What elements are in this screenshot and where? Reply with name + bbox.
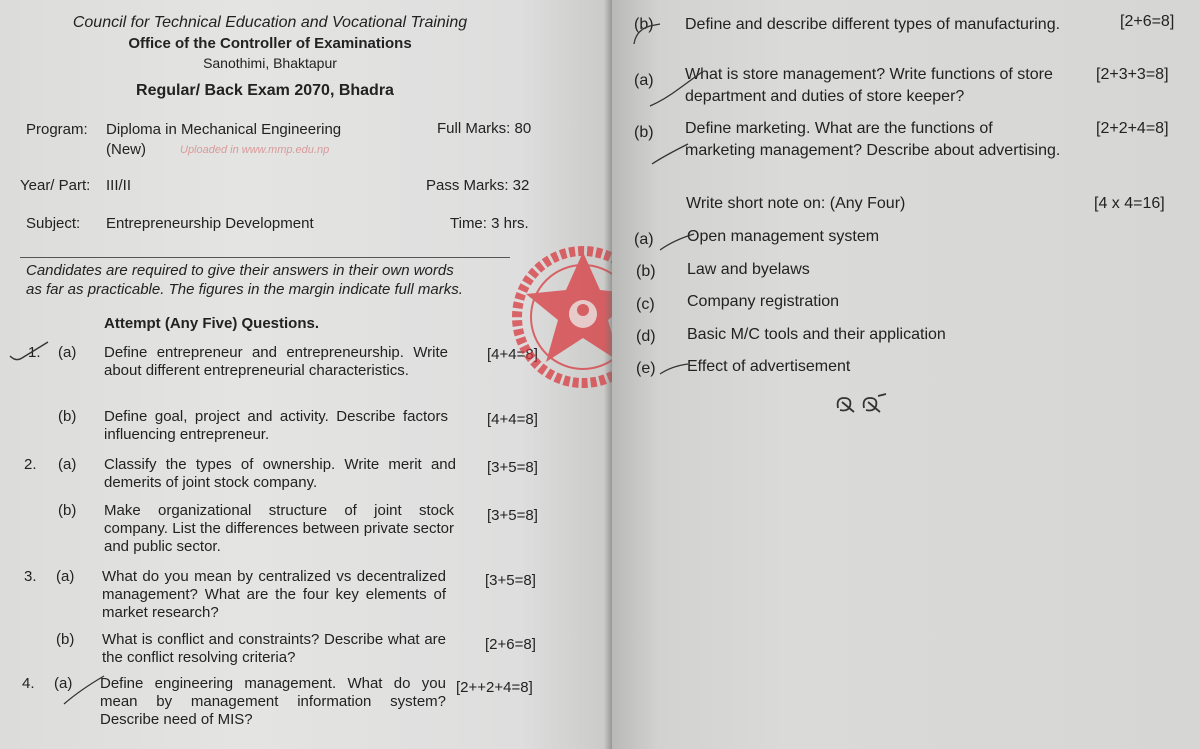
question-marks: [3+5=8] xyxy=(487,459,538,476)
question-number: 4. xyxy=(22,675,35,692)
short-note-heading-prefix: Write short note on: xyxy=(686,195,830,212)
short-note-item: Open management system xyxy=(687,228,880,245)
instructions-line-2: as far as practicable. The figures in the margin indicate full marks. xyxy=(26,281,463,298)
pen-tick-icon xyxy=(656,226,700,254)
question-text: Define entrepreneur and entrepreneurship. Write about different entrepreneurial characteristics. xyxy=(104,344,448,379)
question-text: What is store management? Write functions of store department and duties of store keeper? xyxy=(685,66,1053,105)
question-part: (b) xyxy=(58,502,77,519)
question-text: What is conflict and constraints? Describe what are the conflict resolving criteria? xyxy=(102,631,446,666)
question-text: Define engineering management. What do you mean by management information system? Describe need of MIS? xyxy=(100,675,446,728)
program-value: Diploma in Mechanical Engineering xyxy=(106,121,342,138)
pass-marks: Pass Marks: 32 xyxy=(426,177,530,194)
question-part: (a) xyxy=(54,675,73,692)
short-note-heading xyxy=(686,193,905,215)
short-note-item: Company registration xyxy=(687,293,840,310)
question-marks: [2+2+4=8] xyxy=(1096,120,1169,137)
question-part: (b) xyxy=(634,16,654,33)
question-number: 2. xyxy=(24,456,37,473)
short-note-item: Law and byelaws xyxy=(687,261,810,278)
pen-tick-icon xyxy=(628,14,668,48)
short-note-marks: [4 x 4=16] xyxy=(1094,195,1165,212)
short-note-part: (b) xyxy=(636,263,656,280)
short-note-item: Basic M/C tools and their application xyxy=(687,326,946,343)
short-note-part: (e) xyxy=(636,360,656,377)
question-part: (b) xyxy=(634,124,654,141)
question-text: Define goal, project and activity. Describe factors influencing entrepreneur. xyxy=(104,408,448,443)
address: Sanothimi, Bhaktapur xyxy=(203,55,337,71)
question-part: (a) xyxy=(58,344,77,361)
question-text: Classify the types of ownership. Write merit and demerits of joint stock company. xyxy=(104,456,456,491)
office-title: Office of the Controller of Examinations xyxy=(128,35,412,52)
pen-tick-icon xyxy=(60,672,110,708)
subject-label: Subject: xyxy=(26,215,81,232)
right-page xyxy=(612,0,1200,749)
header-divider xyxy=(20,257,510,258)
question-text: What do you mean by centralized vs decentralized management? What are the four key elements of market research? xyxy=(102,568,446,621)
question-part: (a) xyxy=(56,568,75,585)
question-number: 3. xyxy=(24,568,37,585)
program-label: Program: xyxy=(26,121,88,138)
question-marks: [3+5=8] xyxy=(487,507,538,524)
pen-tick-icon xyxy=(648,138,708,168)
short-note-item: Effect of advertisement xyxy=(687,358,851,375)
attempt-heading: Attempt (Any Five) Questions. xyxy=(104,315,320,332)
year-label: Year/ Part: xyxy=(20,177,91,194)
pen-tick-icon xyxy=(656,356,692,378)
question-text: Define marketing. What are the functions of marketing management? Describe about advertising. xyxy=(685,120,1061,159)
pen-tick-icon xyxy=(8,338,68,368)
question-text: Define and describe different types of manufacturing. xyxy=(685,16,1061,33)
question-marks: [2+3+3=8] xyxy=(1096,66,1169,83)
pen-tick-icon xyxy=(646,66,716,110)
question-marks: [2++2+4=8] xyxy=(456,679,533,696)
question-marks: [4+4=8] xyxy=(487,411,538,428)
question-text: Make organizational structure of joint stock company. List the differences between private sector and public sector. xyxy=(104,502,454,555)
question-part: (b) xyxy=(58,408,77,425)
question-number: 1. xyxy=(28,344,41,361)
short-note-heading-choice: (Any Four) xyxy=(829,195,906,212)
short-note-part: (a) xyxy=(634,231,654,248)
exam-title: Regular/ Back Exam 2070, Bhadra xyxy=(136,82,394,99)
instructions-line-1: Candidates are required to give their answers in their own words xyxy=(26,262,454,279)
council-title: Council for Technical Education and Vocational Training xyxy=(72,14,468,31)
short-note-part: (d) xyxy=(636,328,656,345)
question-marks: [2+6=8] xyxy=(485,636,536,653)
program-value-new: (New) xyxy=(106,141,146,158)
question-marks: [2+6=8] xyxy=(1120,13,1175,30)
question-part: (b) xyxy=(56,631,75,648)
question-part: (a) xyxy=(58,456,77,473)
year-value: III/II xyxy=(106,177,132,194)
full-marks: Full Marks: 80 xyxy=(437,120,532,137)
upload-watermark: Uploaded in www.mmp.edu.np xyxy=(180,144,330,156)
end-mark-icon xyxy=(834,392,890,414)
question-marks: [3+5=8] xyxy=(485,572,536,589)
subject-value: Entrepreneurship Development xyxy=(106,215,314,232)
time: Time: 3 hrs. xyxy=(450,215,529,232)
question-marks: [4+4=8] xyxy=(487,346,538,363)
question-part: (a) xyxy=(634,72,654,89)
short-note-part: (c) xyxy=(636,296,655,313)
